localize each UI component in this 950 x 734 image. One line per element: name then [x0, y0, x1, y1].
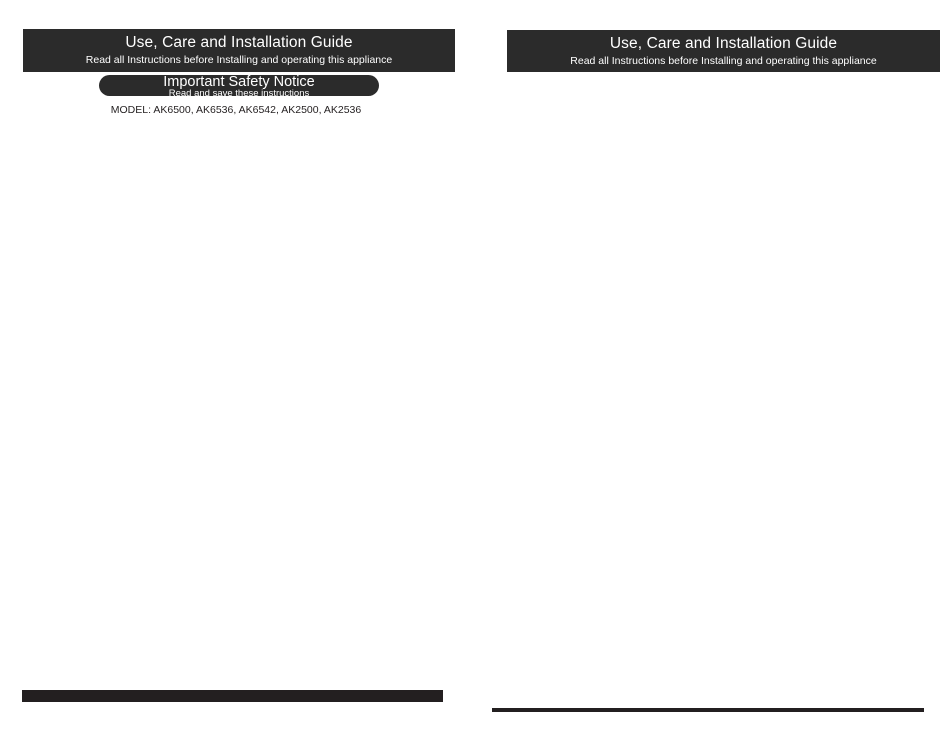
footer-bar	[22, 690, 443, 702]
model-numbers: MODEL: AK6500, AK6536, AK6542, AK2500, AK2536	[110, 104, 362, 116]
guide-title: Use, Care and Installation Guide	[125, 34, 353, 51]
guide-header-banner	[23, 29, 455, 72]
footer-bar	[492, 708, 924, 712]
safety-notice-subtitle: Read and save these instructions	[168, 88, 310, 96]
guide-title: Use, Care and Installation Guide	[609, 35, 838, 52]
guide-subtitle: Read all Instructions before Installing and operating this appliance	[85, 54, 393, 66]
safety-notice-title: Important Safety Notice	[163, 75, 315, 90]
guide-header-banner	[507, 30, 940, 72]
safety-notice-pill	[99, 75, 379, 96]
right-page	[475, 0, 950, 734]
guide-subtitle: Read all Instructions before Installing and operating this appliance	[570, 55, 877, 67]
